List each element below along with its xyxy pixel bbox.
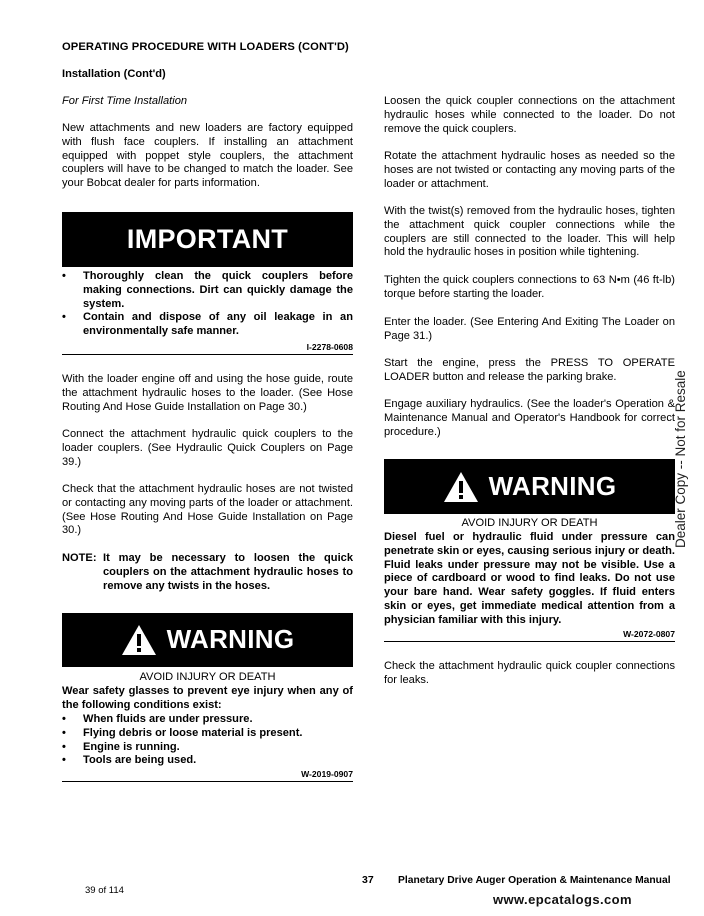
warning-code-2: W-2072-0807 <box>623 629 675 639</box>
divider <box>62 354 353 355</box>
list-item: • Flying debris or loose material is present. <box>62 726 303 739</box>
warning-banner-2 <box>384 459 675 514</box>
list-item: • Contain and dispose of any oil leakage in an environmentally safe manner. <box>62 311 353 338</box>
paragraph-check-hoses: Check that the attachment hydraulic hoses are not twisted or contacting any moving parts of the loader or attachment. (See Hose Routing And Hose Guide Installation on Page 30.) <box>62 483 353 537</box>
warning-title-2: WARNING <box>488 470 617 501</box>
warning-triangle-icon <box>121 624 157 656</box>
page-count: 39 of 114 <box>85 885 124 896</box>
paragraph-torque: Tighten the quick couplers connections to 63 N•m (46 ft-lb) torque before starting the loader. <box>384 274 675 300</box>
divider <box>384 641 675 642</box>
list-item: • When fluids are under pressure. <box>62 713 253 725</box>
paragraph-loosen-couplers: Loosen the quick coupler connections on the attachment hydraulic hoses while connected to the loader. Do not remove the quick couplers. <box>384 95 675 135</box>
paragraph-tighten-connections: With the twist(s) removed from the hydraulic hoses, tighten the attachment quick coupler connections while the couplers are still connected to the loader. This will help hold the hydraulic hoses in position while tightening. <box>384 205 675 259</box>
section-heading: OPERATING PROCEDURE WITH LOADERS (CONT'D) <box>62 41 349 53</box>
paragraph-enter-loader: Enter the loader. (See Entering And Exiting The Loader on Page 31.) <box>384 316 675 342</box>
list-item: • Engine is running. <box>62 740 180 753</box>
manual-title: Planetary Drive Auger Operation & Maintenance Manual <box>398 875 671 886</box>
page-number: 37 <box>362 874 374 886</box>
warning-subtitle-2: AVOID INJURY OR DEATH <box>461 517 598 529</box>
note-text: It may be necessary to loosen the quick couplers on the attachment hydraulic hoses to remove any twists in the hoses. <box>103 552 353 592</box>
list-item: • Thoroughly clean the quick couplers before making connections. Dirt can quickly damage the system. <box>62 270 353 310</box>
warning-code-1: W-2019-0907 <box>301 769 353 779</box>
warning-body-2: Diesel fuel or hydraulic fluid under pressure can penetrate skin or eyes, causing serious injury or death. Fluid leaks under pressure may not be visible. Use a piece of cardboard or wood to find leaks. Do not use your bare hand. Wear safety goggles. If fluid enters skin or eyes, get immediate medical attention from a physician familiar with this injury. <box>384 531 675 626</box>
warning-banner-1 <box>62 613 353 667</box>
paragraph-check-leaks: Check the attachment hydraulic quick coupler connections for leaks. <box>384 660 675 686</box>
warning-title-1: WARNING <box>166 624 295 655</box>
paragraph-aux-hydraulics: Engage auxiliary hydraulics. (See the loader's Operation & Maintenance Manual and Operator's Handbook for correct procedure.) <box>384 398 675 438</box>
important-title: IMPORTANT <box>126 223 289 254</box>
note-label: NOTE: <box>62 552 97 564</box>
important-banner <box>62 212 353 267</box>
warning-bullets-1 <box>62 713 353 768</box>
subheading: Installation (Cont'd) <box>62 68 166 80</box>
important-bullets <box>62 270 353 339</box>
watermark-text: Dealer Copy -- Not for Resale <box>673 370 688 548</box>
italic-heading: For First Time Installation <box>62 95 188 107</box>
paragraph-rotate-hoses: Rotate the attachment hydraulic hoses as needed so the hoses are not twisted or contacting any moving parts of the loader or attachment. <box>384 150 675 190</box>
divider <box>62 781 353 782</box>
list-item: • Tools are being used. <box>62 754 197 767</box>
warning-subtitle-1: AVOID INJURY OR DEATH <box>139 671 276 683</box>
paragraph-connect-couplers: Connect the attachment hydraulic quick couplers to the loader couplers. (See Hydraulic Quick Couplers on Page 39.) <box>62 428 353 468</box>
website-watermark: www.epcatalogs.com <box>493 892 632 907</box>
warning-lead-1: Wear safety glasses to prevent eye injury when any of the following conditions exist: <box>62 685 353 711</box>
paragraph-start-engine: Start the engine, press the PRESS TO OPERATE LOADER button and release the parking brake. <box>384 357 675 383</box>
important-code: I-2278-0608 <box>306 342 353 352</box>
warning-triangle-icon <box>443 471 479 503</box>
note-block <box>62 552 353 593</box>
paragraph-route-hoses: With the loader engine off and using the hose guide, route the attachment hydraulic hoses to the loader. (See Hose Routing And Hose Guide Installation on Page 30.) <box>62 373 353 413</box>
intro-paragraph: New attachments and new loaders are factory equipped with flush face couplers. If installing an attachment equipped with poppet style couplers, the attachment couplers will have to be changed to match the loader. See your Bobcat dealer for parts information. <box>62 122 353 190</box>
